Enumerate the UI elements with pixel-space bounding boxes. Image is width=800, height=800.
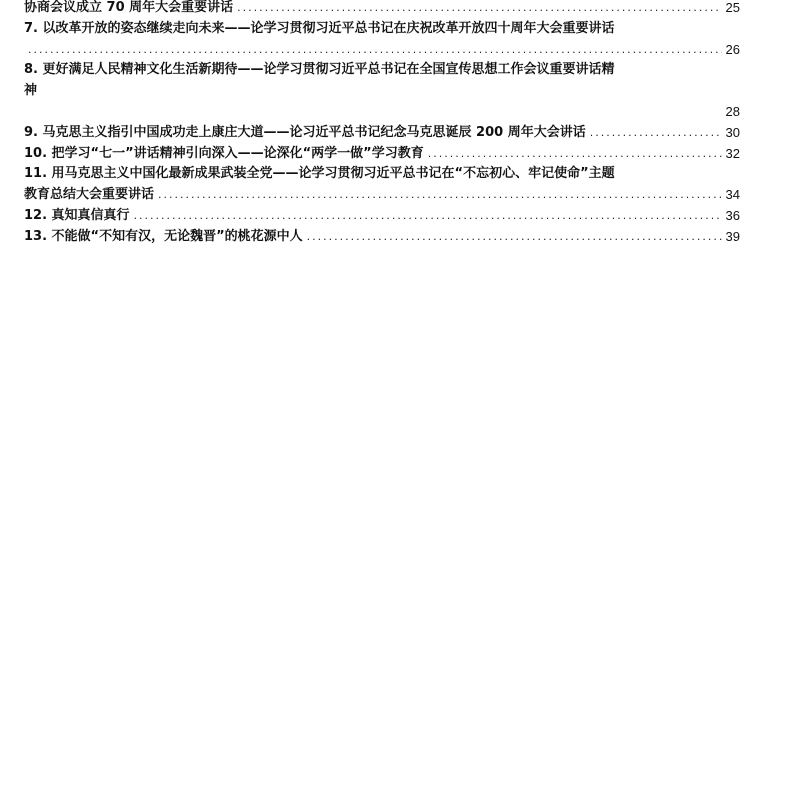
toc-leader-dots	[590, 123, 722, 144]
toc-entry[interactable]	[24, 60, 740, 81]
toc-leader-dots	[237, 0, 721, 19]
toc-entry-page-line[interactable]	[24, 102, 740, 123]
toc-leader-dots	[134, 206, 722, 227]
table-of-contents	[24, 0, 740, 248]
toc-entry-title: 11. 用马克思主义中国化最新成果武装全党——论学习贯彻习近平总书记在“不忘初心、牢记使命”主题	[24, 166, 615, 182]
toc-page-number: 28	[725, 103, 740, 119]
toc-entry-title: 12. 真知真信真行	[24, 207, 130, 223]
toc-page-number: 34	[725, 187, 740, 203]
toc-entry-title-cont: 教育总结大会重要讲话	[24, 187, 155, 203]
toc-entry[interactable]	[24, 164, 740, 185]
toc-entry-title-cont: 神	[24, 83, 38, 99]
toc-entry-title: 10. 把学习“七一”讲话精神引向深入——论深化“两学一做”学习教育	[24, 145, 424, 161]
toc-leader-dots	[428, 144, 722, 165]
toc-entry[interactable]	[24, 206, 740, 227]
toc-entry[interactable]	[24, 227, 740, 248]
toc-page-number: 32	[725, 145, 740, 161]
toc-page-number: 36	[725, 207, 740, 223]
toc-entry-title: 13. 不能做“不知有汉，无论魏晋”的桃花源中人	[24, 228, 303, 244]
toc-entry-title: 8. 更好满足人民精神文化生活新期待——论学习贯彻习近平总书记在全国宣传思想工作会议重要讲话精	[24, 62, 615, 78]
toc-entry-continuation[interactable]	[24, 81, 740, 102]
toc-leader-dots	[158, 185, 722, 206]
toc-page-number: 25	[725, 0, 740, 15]
toc-leader-dots	[28, 40, 722, 61]
toc-entry[interactable]	[24, 0, 740, 19]
toc-entry-title: 7. 以改革开放的姿态继续走向未来——论学习贯彻习近平总书记在庆祝改革开放四十周年大会重要讲话	[24, 20, 615, 36]
toc-entry[interactable]	[24, 144, 740, 165]
toc-entry[interactable]	[24, 19, 740, 40]
toc-page-number: 39	[725, 228, 740, 244]
toc-entry-continuation[interactable]	[24, 185, 740, 206]
toc-entry-title: 9. 马克思主义指引中国成功走上康庄大道——论习近平总书记纪念马克思诞辰 200 周年大会讲话	[24, 124, 586, 140]
toc-entry-title: 协商会议成立 70 周年大会重要讲话	[24, 0, 234, 15]
toc-leader-dots	[307, 227, 722, 248]
toc-page-number: 30	[725, 124, 740, 140]
toc-page-number: 26	[725, 41, 740, 57]
toc-entry[interactable]	[24, 123, 740, 144]
toc-entry-continuation[interactable]	[24, 40, 740, 61]
